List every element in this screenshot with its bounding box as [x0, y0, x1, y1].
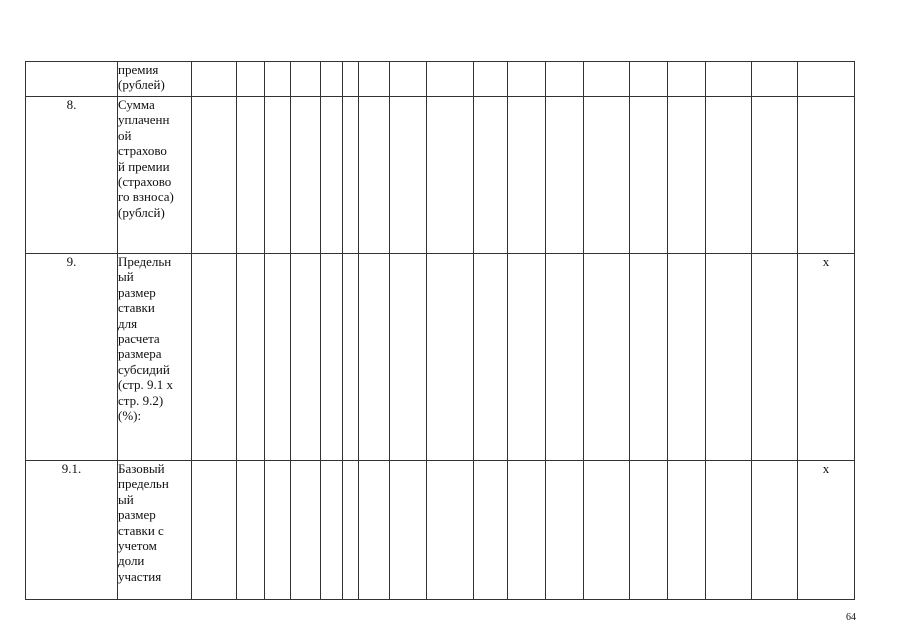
data-cell — [237, 97, 265, 254]
data-cell — [192, 461, 237, 600]
data-cell — [390, 254, 427, 461]
data-cell — [752, 254, 798, 461]
data-cell — [427, 461, 474, 600]
row-label-line: (стр. 9.1 х — [118, 377, 173, 393]
data-cell — [237, 62, 265, 97]
data-cell — [321, 461, 343, 600]
data-cell — [668, 254, 706, 461]
data-cell — [752, 62, 798, 97]
data-cell — [359, 254, 390, 461]
data-cell — [584, 461, 630, 600]
page-number: 64 — [846, 612, 856, 623]
table-row — [26, 461, 855, 600]
data-cell — [390, 461, 427, 600]
row-label — [118, 62, 192, 97]
row-label-line: доли — [118, 553, 145, 569]
row-label-line: й премии — [118, 158, 170, 174]
data-cell — [265, 254, 291, 461]
data-cell — [584, 254, 630, 461]
data-cell — [474, 97, 508, 254]
data-cell — [321, 254, 343, 461]
row-label-line: ый — [118, 491, 134, 507]
data-cell — [668, 62, 706, 97]
data-cell — [706, 254, 752, 461]
data-cell — [508, 62, 546, 97]
table-row — [26, 254, 855, 461]
data-cell — [359, 97, 390, 254]
data-cell — [474, 62, 508, 97]
data-cell — [584, 62, 630, 97]
row-label-line: Предельн — [118, 254, 172, 269]
data-cell — [752, 461, 798, 600]
data-cell — [192, 97, 237, 254]
data-cell — [291, 62, 321, 97]
data-cell — [359, 461, 390, 600]
data-cell — [291, 97, 321, 254]
data-cell — [265, 62, 291, 97]
row-label — [118, 461, 192, 600]
data-cell — [343, 461, 359, 600]
data-cell — [584, 97, 630, 254]
row-label-line: предельн — [118, 476, 169, 492]
row-number: 8. — [26, 97, 118, 254]
last-column-cell — [798, 97, 855, 254]
data-cell — [321, 62, 343, 97]
table-body — [26, 62, 855, 600]
data-cell — [508, 461, 546, 600]
row-number — [26, 62, 118, 97]
row-label-line: ставки с — [118, 522, 164, 538]
form-table — [25, 61, 855, 600]
row-label-line: (рублсй) — [118, 204, 165, 220]
row-number: 9. — [26, 254, 118, 461]
data-cell — [630, 461, 668, 600]
row-label-line: ой — [118, 127, 132, 143]
row-label-line: расчета — [118, 331, 160, 347]
row-label-line: уплаченн — [118, 112, 170, 128]
row-label-line: субсидий — [118, 361, 170, 377]
row-label-line: ставки — [118, 300, 155, 316]
row-label-line: для — [118, 315, 138, 331]
row-label-line: учетом — [118, 538, 157, 554]
row-label-line: Сумма — [118, 97, 155, 112]
data-cell — [427, 62, 474, 97]
row-label-line: (рублей) — [118, 77, 165, 93]
data-cell — [265, 461, 291, 600]
data-cell — [237, 254, 265, 461]
data-cell — [508, 97, 546, 254]
data-cell — [359, 62, 390, 97]
row-label-line: го взноса) — [118, 189, 174, 205]
data-cell — [752, 97, 798, 254]
row-label — [118, 254, 192, 461]
data-cell — [630, 97, 668, 254]
row-label-line: участия — [118, 568, 162, 584]
data-cell — [343, 62, 359, 97]
data-cell — [546, 97, 584, 254]
row-label-line: (страхово — [118, 174, 172, 190]
data-cell — [321, 97, 343, 254]
last-column-cell: х — [798, 254, 855, 461]
data-cell — [668, 461, 706, 600]
data-cell — [390, 97, 427, 254]
data-cell — [508, 254, 546, 461]
data-cell — [427, 254, 474, 461]
data-cell — [192, 62, 237, 97]
data-cell — [546, 461, 584, 600]
data-cell — [343, 254, 359, 461]
row-label-line: премия — [118, 62, 159, 77]
row-label-line: размер — [118, 507, 156, 523]
row-label — [118, 97, 192, 254]
row-label-line: размер — [118, 284, 156, 300]
data-cell — [237, 461, 265, 600]
table-row — [26, 62, 855, 97]
last-column-cell: х — [798, 461, 855, 600]
data-cell — [706, 62, 752, 97]
data-cell — [390, 62, 427, 97]
data-cell — [706, 461, 752, 600]
data-cell — [668, 97, 706, 254]
row-label-line: Базовый — [118, 461, 165, 476]
table-row — [26, 97, 855, 254]
data-cell — [706, 97, 752, 254]
data-cell — [343, 97, 359, 254]
row-label-line: ый — [118, 269, 134, 285]
row-label-line: стр. 9.2) — [118, 392, 164, 408]
row-label-line: страхово — [118, 143, 167, 159]
row-number: 9.1. — [26, 461, 118, 600]
data-cell — [291, 461, 321, 600]
data-cell — [265, 97, 291, 254]
data-cell — [291, 254, 321, 461]
data-cell — [474, 254, 508, 461]
last-column-cell — [798, 62, 855, 97]
data-cell — [630, 62, 668, 97]
data-cell — [630, 254, 668, 461]
row-label-line: размера — [118, 346, 162, 362]
row-label-line: (%): — [118, 408, 142, 424]
data-cell — [546, 62, 584, 97]
data-cell — [427, 97, 474, 254]
data-cell — [546, 254, 584, 461]
data-cell — [192, 254, 237, 461]
data-cell — [474, 461, 508, 600]
